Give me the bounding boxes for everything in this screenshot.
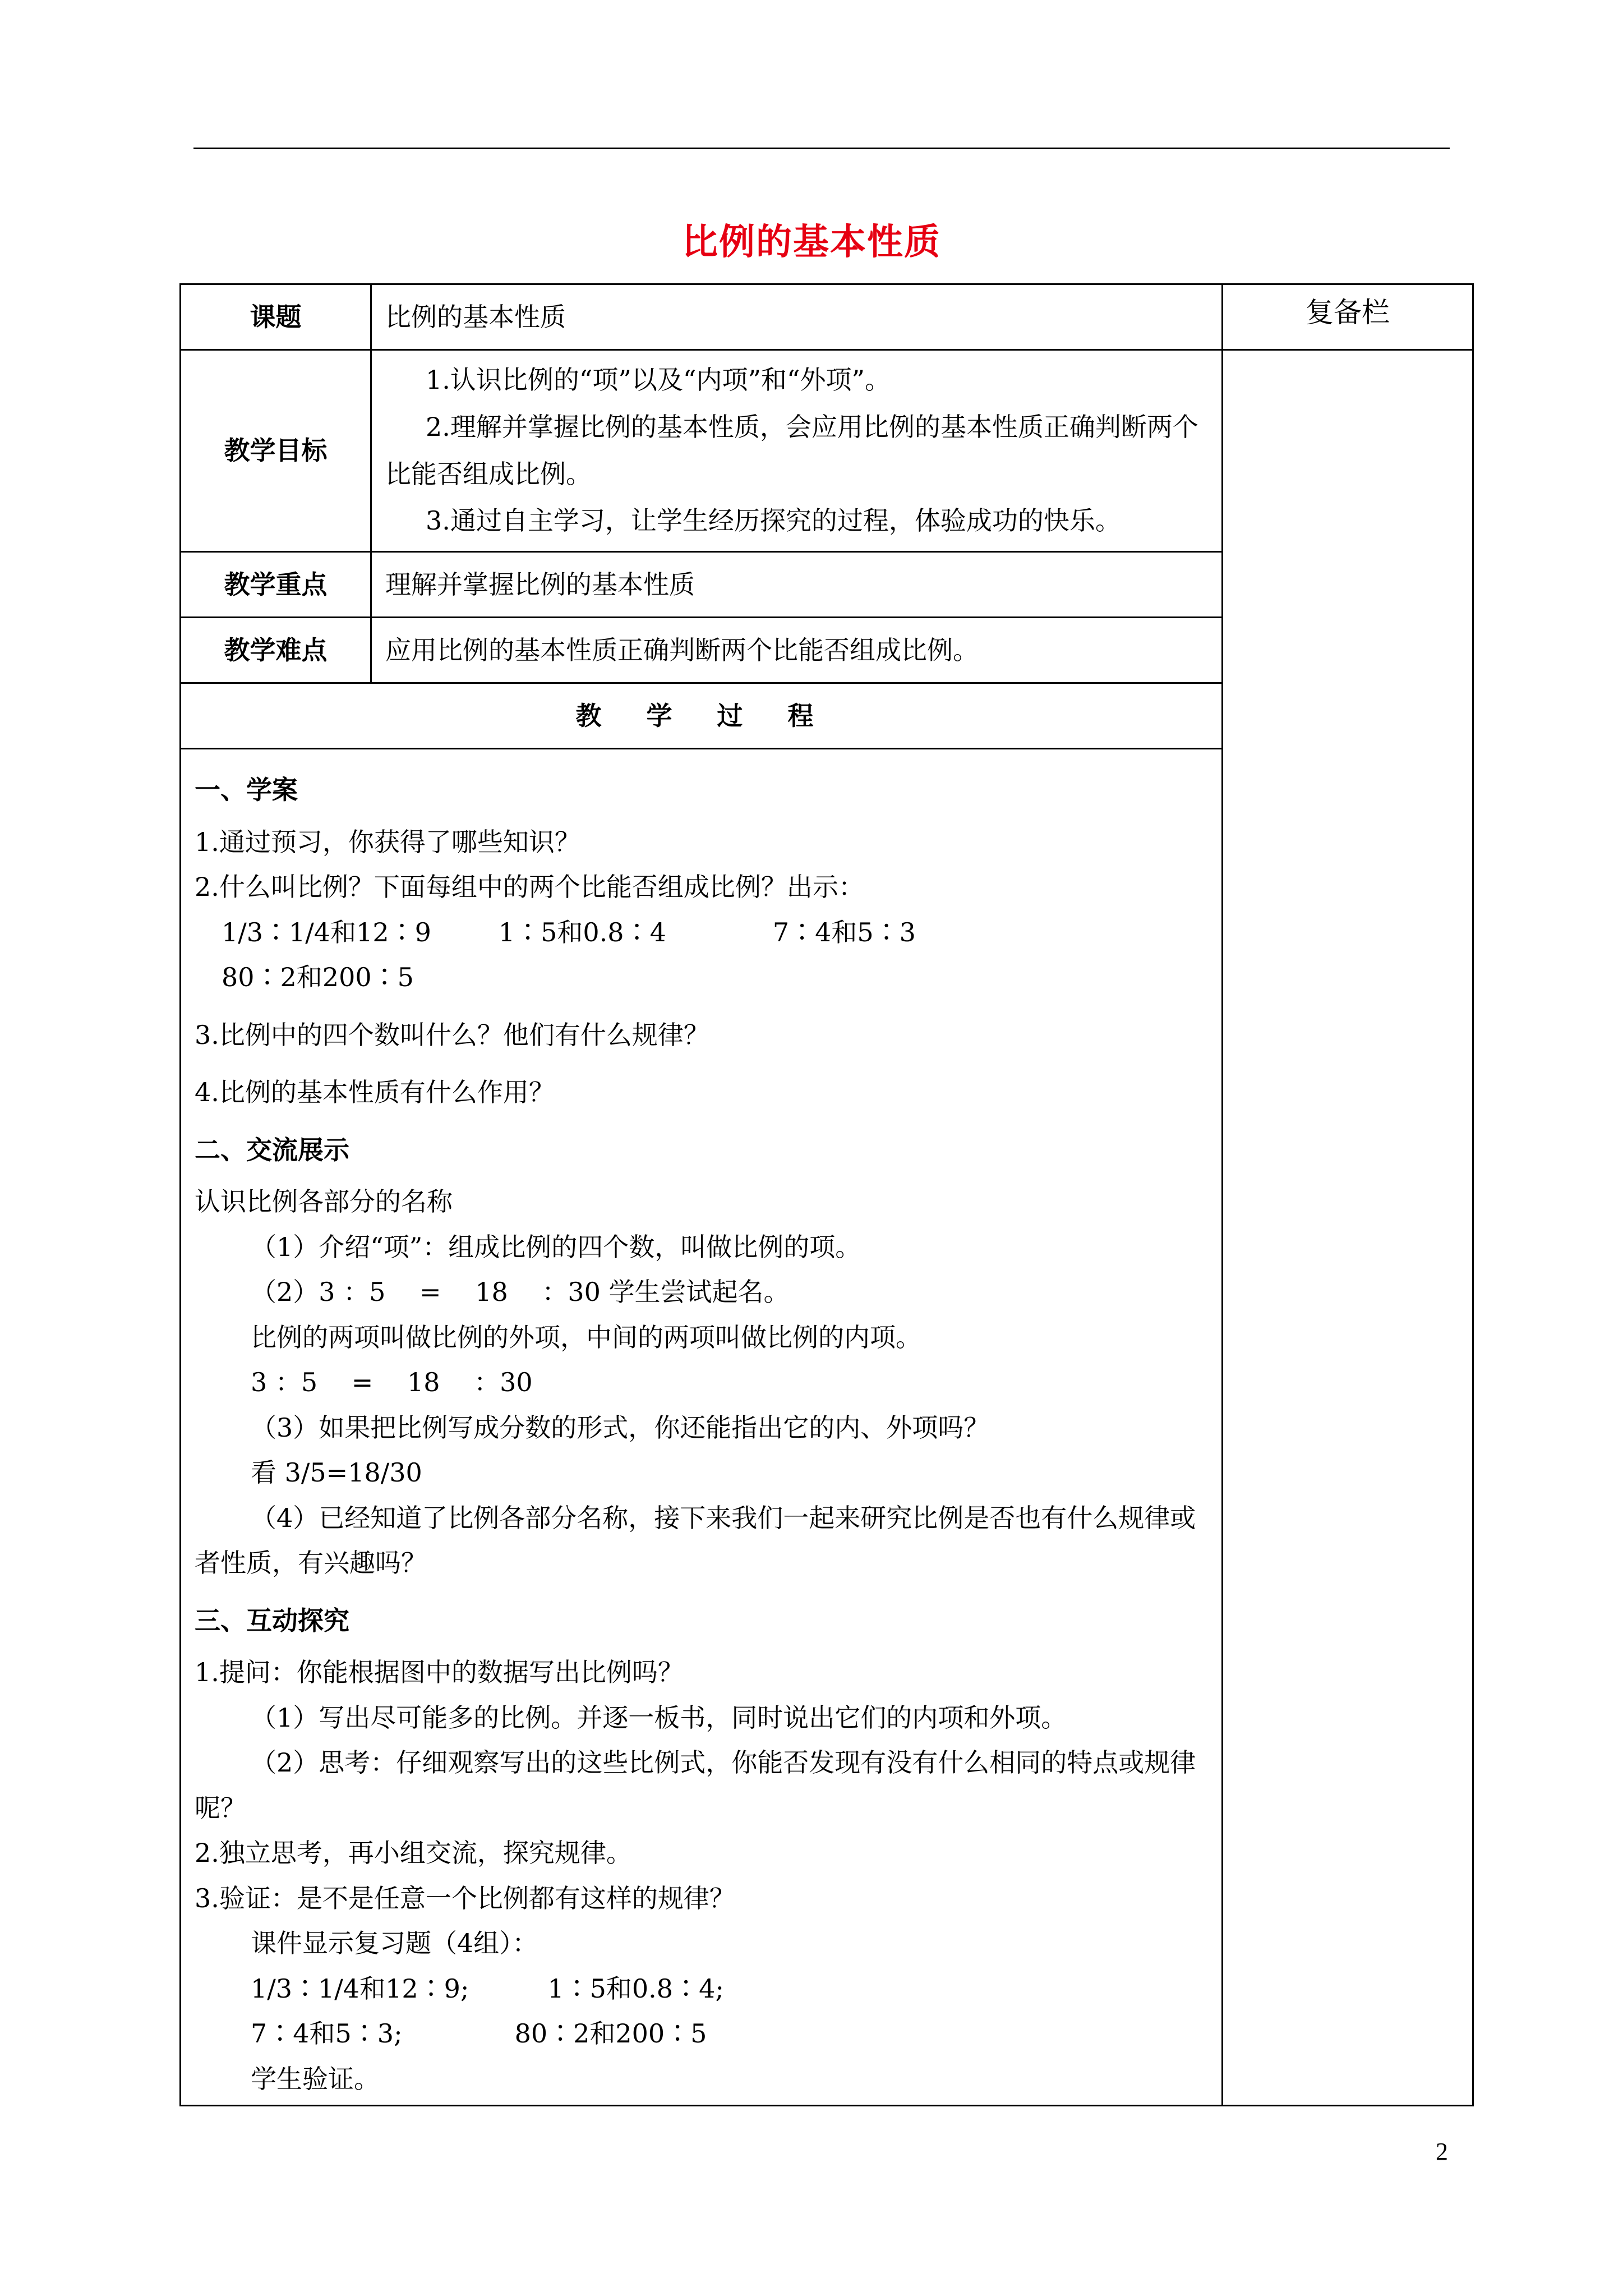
example: 1/3∶1/4和12∶9;	[251, 1973, 469, 2004]
side-header: 复备栏	[1223, 284, 1473, 350]
example: 1∶5和0.8∶4	[498, 917, 666, 947]
text-line: 课件显示复习题（4组）：	[251, 1928, 538, 1958]
text-line: （1）写出尽可能多的比例。并逐一板书，同时说出它们的内项和外项。	[251, 1702, 1067, 1733]
lesson-table	[179, 283, 1474, 2106]
example-row	[195, 955, 1208, 1000]
text-line: 4.比例的基本性质有什么作用？	[195, 1077, 555, 1107]
example: 1/3∶1/4和12∶9	[222, 917, 431, 947]
topic-value: 比例的基本性质	[371, 284, 1223, 350]
goals-cell	[371, 350, 1223, 552]
section-title: 一、学案	[195, 775, 298, 805]
focus-value: 理解并掌握比例的基本性质	[371, 552, 1223, 618]
text-line: （4）已经知道了比例各部分名称，接下来我们一起来研究比例是否也有什么规律或者性质，有兴趣吗？	[195, 1502, 1196, 1578]
topic-label: 课题	[181, 284, 371, 350]
section-title: 二、交流展示	[195, 1134, 349, 1165]
goal-item: 1.认识比例的“项”以及“内项”和“外项”。	[426, 365, 891, 395]
text-line: （2）3 ：5 = 18 ：30 学生尝试起名。	[251, 1277, 790, 1307]
goals-label: 教学目标	[181, 350, 371, 552]
text-line: 2.什么叫比例？下面每组中的两个比能否组成比例？出示：	[195, 872, 864, 902]
example: 80∶2和200∶5	[514, 2018, 707, 2049]
goal-item: 2.理解并掌握比例的基本性质，会应用比例的基本性质正确判断两个比能否组成比例。	[385, 411, 1198, 489]
example: 7∶4和5∶3;	[251, 2018, 403, 2049]
text-line: 1.通过预习，你获得了哪些知识？	[195, 826, 580, 857]
difficulty-label: 教学难点	[181, 618, 371, 683]
goal-item: 3.通过自主学习，让学生经历探究的过程，体验成功的快乐。	[426, 505, 1121, 536]
text-line: （3）如果把比例写成分数的形式，你还能指出它的内、外项吗？	[251, 1412, 990, 1443]
example-row	[195, 2011, 1208, 2056]
example: 7∶4和5∶3	[772, 917, 916, 947]
process-content	[181, 749, 1223, 2106]
example-row	[195, 910, 1208, 955]
page-number: 2	[1436, 2138, 1448, 2165]
text-line: 1.提问：你能根据图中的数据写出比例吗？	[195, 1657, 684, 1687]
text-line: （2）思考：仔细观察写出的这些比例式，你能否发现有没有什么相同的特点或规律呢？	[195, 1747, 1196, 1823]
text-line: 3 ：5 = 18 ：30	[251, 1367, 533, 1397]
page-title: 比例的基本性质	[682, 222, 941, 263]
example: 80∶2和200∶5	[222, 962, 414, 992]
header-rule	[193, 148, 1450, 149]
difficulty-value: 应用比例的基本性质正确判断两个比能否组成比例。	[371, 618, 1223, 683]
text-line: 学生验证。	[251, 2063, 380, 2094]
process-header: 教学过程	[181, 683, 1223, 749]
text-line: 3.验证：是不是任意一个比例都有这样的规律？	[195, 1883, 735, 1913]
example-row	[195, 1966, 1208, 2012]
focus-label: 教学重点	[181, 552, 371, 618]
text-line: 2.独立思考，再小组交流，探究规律。	[195, 1838, 632, 1868]
text-line: 比例的两项叫做比例的外项，中间的两项叫做比例的内项。	[251, 1322, 921, 1352]
text-line: 看 3/5=18/30	[251, 1457, 422, 1488]
section-title: 三、互动探究	[195, 1605, 349, 1636]
example: 1∶5和0.8∶4;	[547, 1973, 724, 2004]
text-line: 3.比例中的四个数叫什么？他们有什么规律？	[195, 1019, 709, 1050]
text-line: （1）介绍“项”：组成比例的四个数，叫做比例的项。	[251, 1231, 861, 1262]
side-column	[1223, 350, 1473, 2106]
text-line: 认识比例各部分的名称	[195, 1186, 453, 1217]
